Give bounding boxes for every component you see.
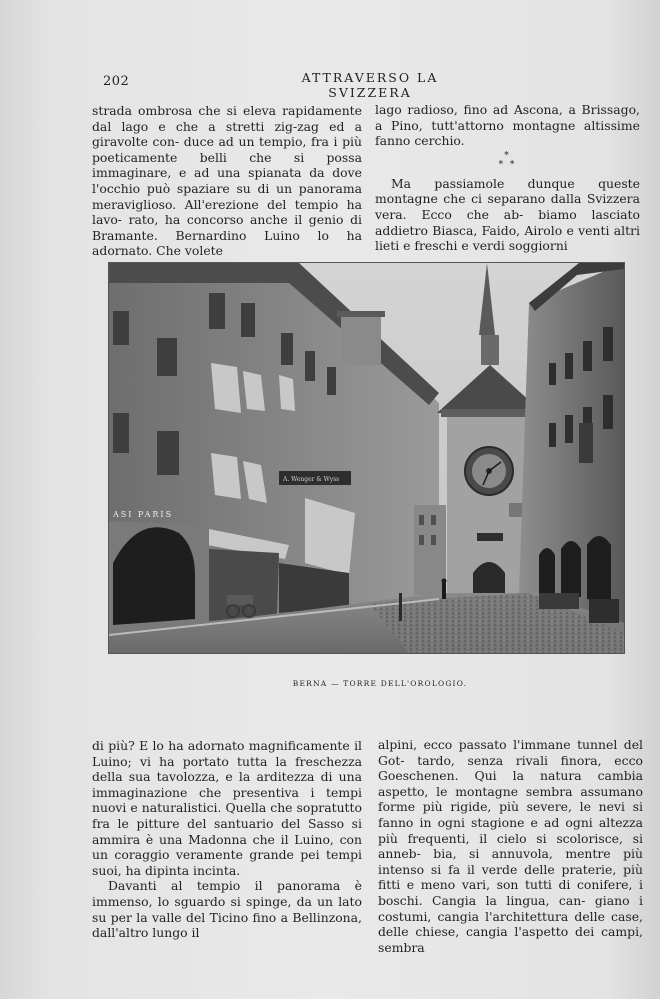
text-line: meraviglioso. All'erezione del tempio ha lavo- <box>92 196 362 228</box>
paragraph <box>92 103 362 259</box>
photograph-clock-tower <box>108 262 625 654</box>
text-line: delle chiese, cangia l'aspetto dei campi, sembra <box>378 924 643 955</box>
text-line: Davanti al tempio il panorama è immenso, <box>92 878 362 909</box>
page-number: 202 <box>103 74 130 89</box>
text-line: verde delle praterie, più fitti e meno vari, son <box>378 861 643 893</box>
text-line: del Ticino fino a Bellinzona, dall'altro lungo il <box>92 909 362 941</box>
text-line: che si possa immaginare, e ad una spianata da <box>92 149 362 181</box>
text-line: tavolozza, e la arditezza di una immaginazione <box>92 769 362 800</box>
text-column-bottom-right <box>378 737 643 955</box>
text-column-bottom-left <box>92 738 362 941</box>
text-line: Bernardino Luino lo ha adornato. Che volete <box>92 227 362 259</box>
text-line: giano i costumi, cangia l'architettura delle case, <box>378 892 643 924</box>
text-line: bia, si annuvola, mentre più intenso si fa il <box>378 846 643 877</box>
figure-caption: BERNA — TORRE DELL'OROLOGIO. <box>292 679 468 688</box>
asterism-divider <box>375 152 640 170</box>
text-line: che presentiva i tempi nuovi e naturalistici. <box>92 784 362 816</box>
text-column-top-right <box>375 102 640 254</box>
text-line: alpini, ecco passato l'immane tunnel del Got- <box>378 737 643 768</box>
text-line: strada ombrosa che si eleva rapidamente dal <box>92 103 362 134</box>
text-column-top-left <box>92 103 362 259</box>
text-line: del Sasso si ammira è una Madonna che il Luino, <box>92 815 362 847</box>
text-line: rato, ha concorso anche il genio di Bramante. <box>92 212 362 243</box>
text-line: Luino; vi ha portato tutta la freschezza della sua <box>92 753 362 785</box>
text-line: tutt'attorno montagne altissime fanno cerchio. <box>375 117 640 149</box>
photo-illustration <box>109 263 624 653</box>
paragraph <box>92 738 362 878</box>
paragraph <box>378 737 643 955</box>
shop-sign-text: A. Wenger & Wyss <box>283 476 340 483</box>
text-line: e venti altri lieti e freschi e verdi soggiorni <box>375 222 640 254</box>
text-line: biamo lasciato addietro Biasca, Faido, Airolo <box>375 206 640 238</box>
text-line: lo sguardo si spinge, da un lato su per la valle <box>92 893 362 925</box>
text-line: tardo, senza rivali finora, ecco Goeschenen. Qui <box>378 752 643 784</box>
text-line: dove l'occhio può spaziare su di un panorama <box>92 165 362 196</box>
text-line: la natura cambia aspetto, le montagne sembra <box>378 768 643 799</box>
paragraph <box>375 176 640 254</box>
paragraph <box>92 878 362 940</box>
text-line: duce ad un tempio, fra i più poeticamente belli <box>92 134 362 165</box>
text-line: assumano forme più rigide, più severe, le nevi <box>378 783 643 815</box>
text-line: lago radioso, fino ad Ascona, a Brissago, a Pino, <box>375 102 640 133</box>
asterism-top: * <box>504 150 511 161</box>
text-line: con un coraggio veramente grande pei tempi <box>92 831 362 863</box>
text-line: lago e che a stretti zig-zag ed a giravolte con- <box>92 118 362 150</box>
paragraph <box>375 102 640 149</box>
text-line: si fanno in ogni stagione e ad ogni altezza <box>378 799 643 830</box>
arcade-text: ASI PARIS <box>113 510 174 519</box>
text-line: tutti di conifere, i boschi. Cangia la lingua, can- <box>378 877 643 908</box>
text-line: Quella che sopratutto fra le pitture del santuario <box>92 800 362 831</box>
text-line: suoi, ha dipinta incinta. <box>92 862 241 878</box>
text-line: Ma passiamole dunque queste montagne che <box>375 175 640 207</box>
text-line: più frequenti, il cielo si scolorisce, si anneb- <box>378 830 643 862</box>
text-line: di più? E lo ha adornato magnificamente il <box>92 738 362 753</box>
text-line: ci separano dalla Svizzera vera. Ecco che ab- <box>375 191 640 222</box>
running-title: ATTRAVERSO LA SVIZZERA <box>301 70 439 100</box>
asterism-bottom: * * <box>498 159 517 170</box>
